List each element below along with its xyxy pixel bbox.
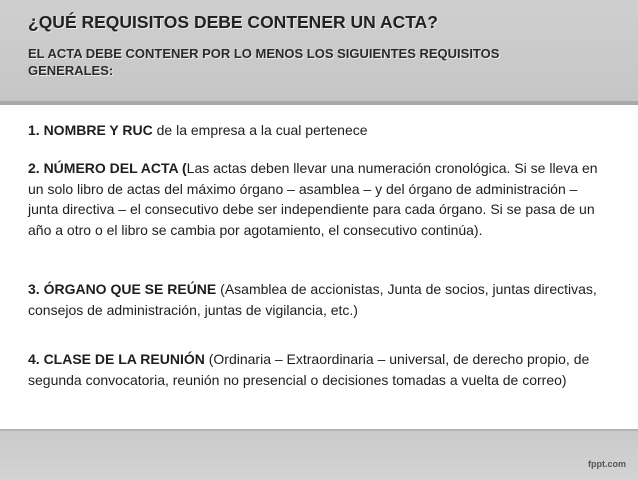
slide-footer: [0, 429, 638, 479]
requirement-1: [28, 120, 610, 141]
requirement-3-heading: 3. ÓRGANO QUE SE REÚNE: [28, 281, 217, 297]
header-divider: [0, 101, 638, 105]
requirement-4: [28, 349, 610, 390]
brand-label: fppt.com: [588, 459, 626, 469]
requirement-2-text: Las actas deben llevar una numeración cronológica. Si se lleva en un solo libro de actas del máximo órgano – asamblea – y del órgano de administración – junta directiva – el consecutivo debe ser independiente para cada órgano. Si se pasa de un año a otro o el libro se cambia por agotamiento, el consecutivo continúa).: [28, 160, 598, 238]
slide-subtitle: EL ACTA DEBE CONTENER POR LO MENOS LOS SIGUIENTES REQUISITOS GENERALES:: [28, 46, 500, 78]
footer-divider: [0, 429, 638, 431]
requirement-3: [28, 279, 610, 320]
requirement-4-heading: 4. CLASE DE LA REUNIÓN: [28, 351, 205, 367]
slide-title: ¿QUÉ REQUISITOS DEBE CONTENER UN ACTA?: [28, 12, 438, 32]
requirement-2: [28, 158, 610, 240]
requirement-1-heading: 1. NOMBRE Y RUC: [28, 122, 153, 138]
requirement-1-text: de la empresa a la cual pertenece: [152, 122, 368, 138]
requirement-3-text: (Asamblea de accionistas, Junta de socios, juntas directivas, consejos de administración, juntas de vigilancia, etc.): [28, 281, 597, 318]
requirement-2-heading: 2. NÚMERO DEL ACTA (: [28, 160, 187, 176]
requirement-4-text: (Ordinaria – Extraordinaria – universal, de derecho propio, de segunda convocatoria, reunión no presencial o decisiones tomadas a vuelta de correo): [28, 351, 590, 388]
